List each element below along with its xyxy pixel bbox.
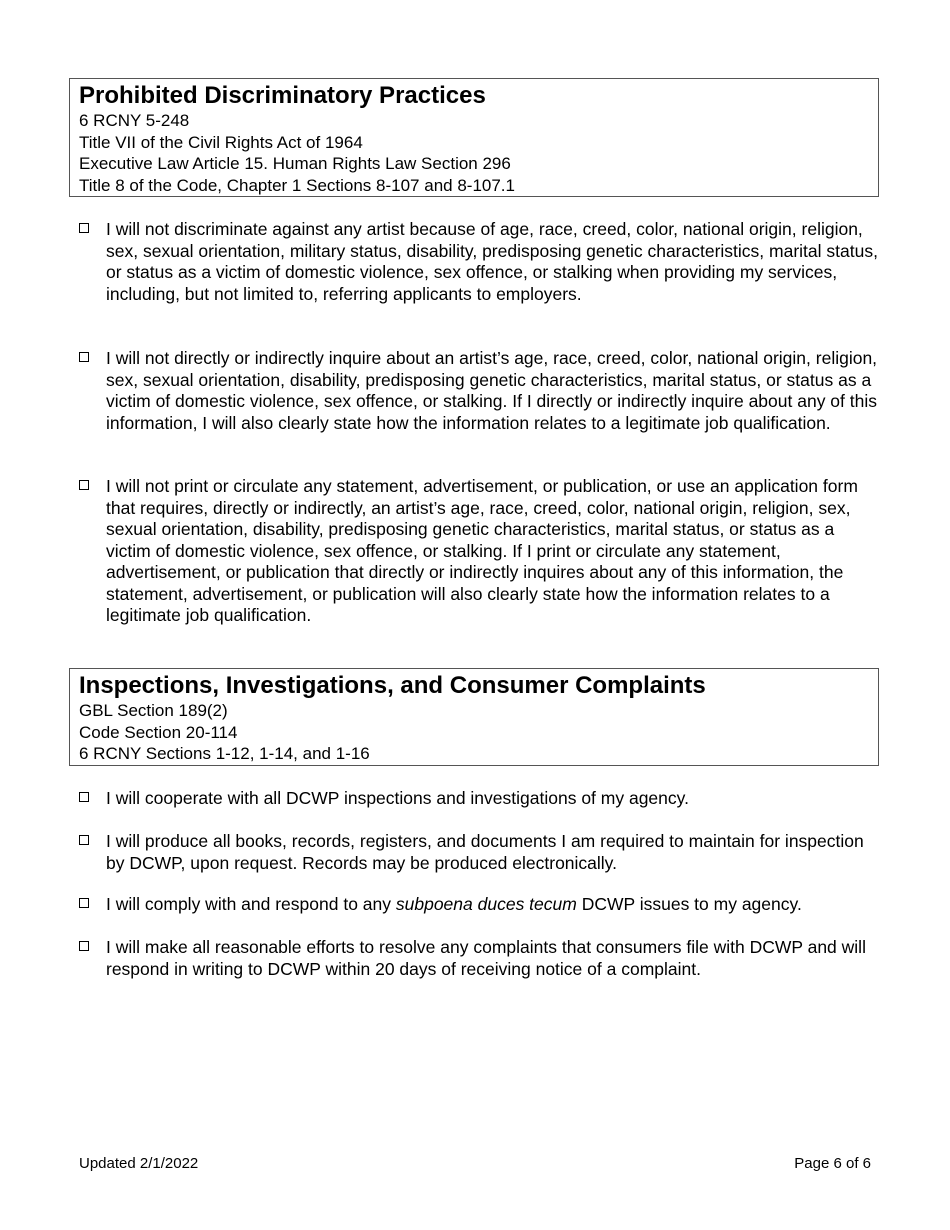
subpoena-term: subpoena duces tecum xyxy=(395,894,577,914)
checklist-item xyxy=(79,831,879,874)
checklist-item-text: I will make all reasonable efforts to resolve any complaints that consumers file with DCWP and will respond in writing to DCWP within 20 days of receiving notice of a complaint. xyxy=(106,937,866,979)
section-header-inspections xyxy=(69,668,879,766)
legal-reference: 6 RCNY 5-248 xyxy=(79,111,190,130)
checkbox[interactable] xyxy=(79,792,89,802)
checklist-item-text: I will not directly or indirectly inquire about an artist’s age, race, creed, color, national origin, religion, sex, sexual orientation, disability, predisposing genetic characteristics, marital status, or status as a victim of domestic violence, sex offence, or stalking. If I directly or indirectly inquire about any of this information, I will also clearly state how the information relates to a legitimate job qualification. xyxy=(106,348,878,433)
checklist-item-text: I will cooperate with all DCWP inspections and investigations of my agency. xyxy=(106,788,689,808)
checklist-item xyxy=(79,476,879,627)
checklist-item-text xyxy=(106,894,879,916)
checklist-item-text: I will produce all books, records, registers, and documents I am required to maintain for inspection by DCWP, upon request. Records may be produced electronically. xyxy=(106,831,864,873)
checkbox[interactable] xyxy=(79,223,89,233)
checkbox[interactable] xyxy=(79,480,89,490)
checklist-item xyxy=(79,937,879,980)
legal-reference: Executive Law Article 15. Human Rights Law Section 296 xyxy=(79,154,511,173)
checklist-item xyxy=(79,788,879,810)
checkbox[interactable] xyxy=(79,352,89,362)
legal-reference: Title 8 of the Code, Chapter 1 Sections 8-107 and 8-107.1 xyxy=(79,175,515,195)
legal-reference: Code Section 20-114 xyxy=(79,722,238,742)
checklist-item xyxy=(79,219,879,305)
legal-reference: 6 RCNY Sections 1-12, 1-14, and 1-16 xyxy=(79,744,370,763)
checklist-item-text: I will not discriminate against any artist because of age, race, creed, color, national origin, religion, sex, sexual orientation, military status, disability, predisposing genetic characteristics, marital status, or status as a victim of domestic violence, sex offence, or stalking when providing my services, including, but not limited to, referring applicants to employers. xyxy=(106,219,878,304)
footer-page-number: Page 6 of 6 xyxy=(794,1155,871,1172)
footer-updated-date: Updated 2/1/2022 xyxy=(79,1155,199,1172)
legal-reference: Title VII of the Civil Rights Act of 1964 xyxy=(79,132,363,152)
text-before: I will comply with and respond to any xyxy=(106,894,396,914)
checklist-item-text: I will not print or circulate any statement, advertisement, or publication, or use an application form that requires, directly or indirectly, an artist’s age, race, creed, color, national origin, religion, sex, sexual orientation, disability, predisposing genetic characteristics, marital status, or status as a victim of domestic violence, sex offence, or stalking. If I print or circulate any statement, advertisement, or publication that directly or indirectly inquires about any of this information, the statement, advertisement, or publication will also clearly state how the information relates to a legitimate job qualification. xyxy=(106,476,858,625)
checkbox[interactable] xyxy=(79,835,89,845)
section-title: Prohibited Discriminatory Practices xyxy=(79,82,486,109)
checkbox[interactable] xyxy=(79,898,89,908)
text-after: DCWP issues to my agency. xyxy=(576,894,802,914)
legal-reference: GBL Section 189(2) xyxy=(79,701,228,720)
checklist-item xyxy=(79,348,879,434)
checklist-item xyxy=(79,894,879,916)
section-header-prohibited-practices xyxy=(69,78,879,197)
checkbox[interactable] xyxy=(79,941,89,951)
section-title: Inspections, Investigations, and Consumer Complaints xyxy=(79,672,706,699)
